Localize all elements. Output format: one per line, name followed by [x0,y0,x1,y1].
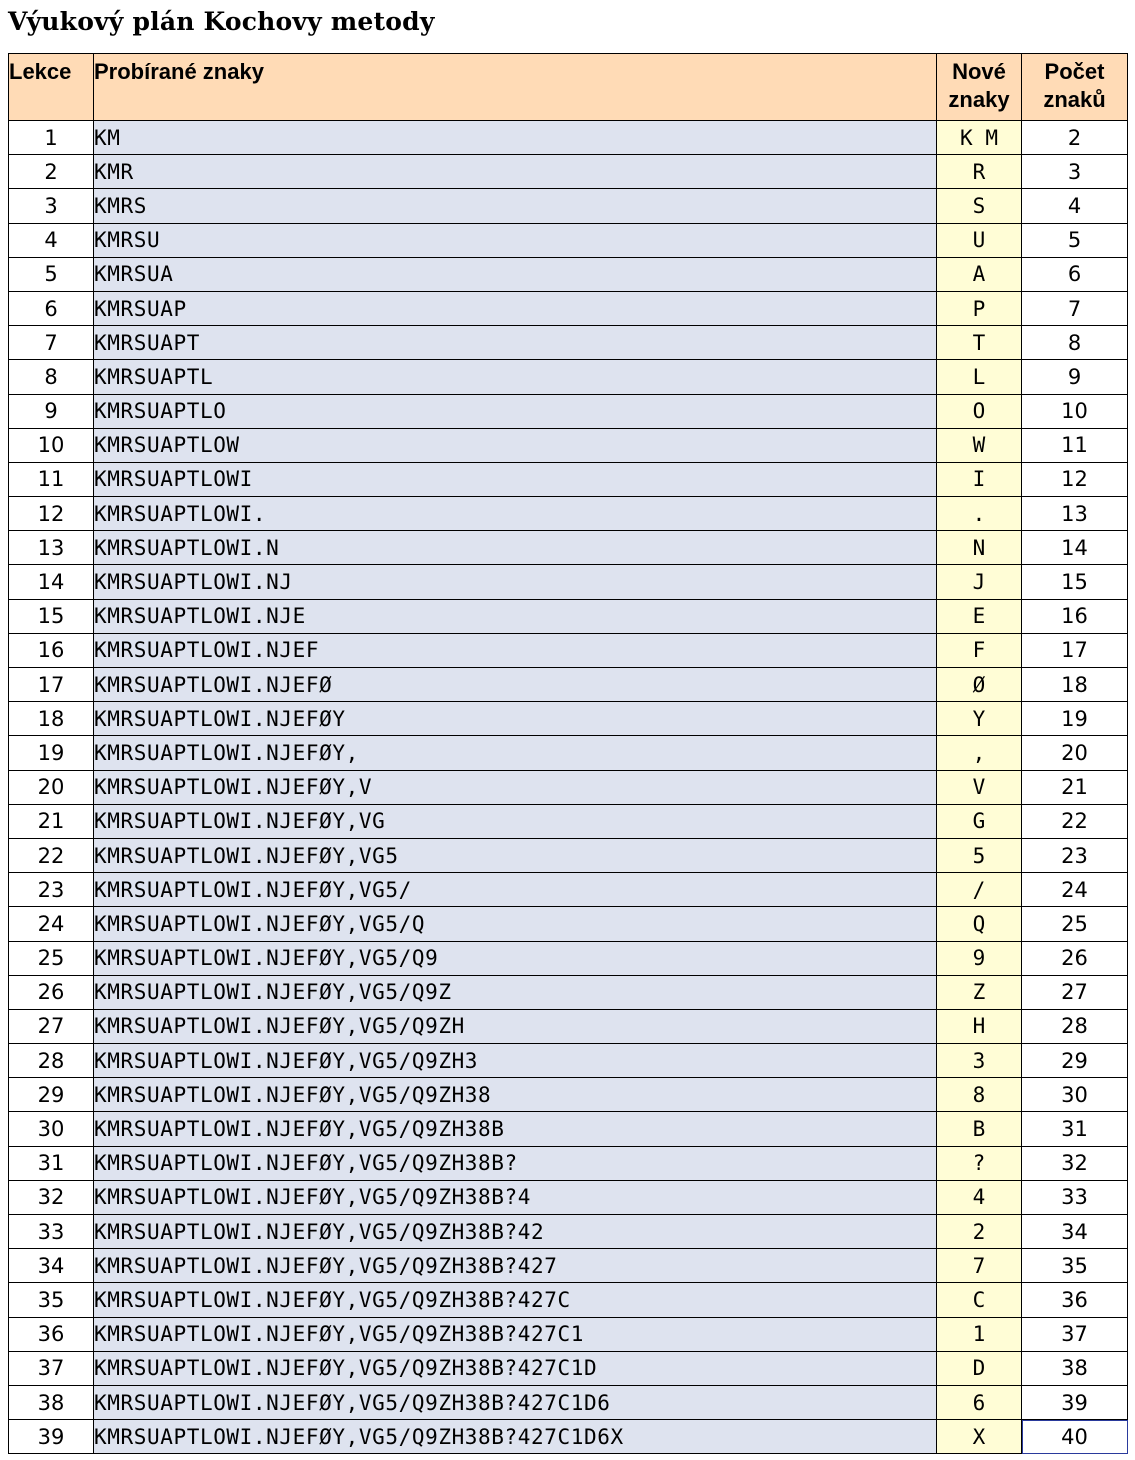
char-count-cell: 22 [1022,804,1128,838]
table-row [9,360,1128,394]
new-chars-cell: S [937,189,1022,223]
new-chars-cell: 6 [937,1385,1022,1419]
lesson-number-cell: 12 [9,497,94,531]
char-count-cell: 9 [1022,360,1128,394]
char-count-cell: 32 [1022,1146,1128,1180]
covered-chars-cell: KMRSUAPTLOWI.NJEFØY,VG5/Q9 [94,941,937,975]
new-chars-cell: J [937,565,1022,599]
char-count-cell: 11 [1022,428,1128,462]
char-count-cell: 7 [1022,291,1128,325]
covered-chars-cell: KMRSUAPTLOWI.NJEFØY,VG5 [94,838,937,872]
char-count-cell: 2 [1022,121,1128,155]
header-new-line2: znaky [948,87,1010,112]
header-count-line2: znaků [1043,87,1106,112]
lesson-number-cell: 7 [9,326,94,360]
covered-chars-cell: KMRSUAP [94,291,937,325]
table-row [9,462,1128,496]
covered-chars-cell: KMRSUAPTLOWI.NJ [94,565,937,599]
new-chars-cell: , [937,736,1022,770]
lesson-number-cell: 3 [9,189,94,223]
char-count-cell: 15 [1022,565,1128,599]
new-chars-cell: G [937,804,1022,838]
new-chars-cell: R [937,155,1022,189]
new-chars-cell: 9 [937,941,1022,975]
lesson-number-cell: 1 [9,121,94,155]
char-count-cell: 19 [1022,702,1128,736]
table-row [9,736,1128,770]
char-count-cell: 40 [1022,1420,1128,1454]
char-count-cell: 20 [1022,736,1128,770]
lesson-number-cell: 28 [9,1044,94,1078]
lesson-number-cell: 4 [9,223,94,257]
lesson-number-cell: 22 [9,838,94,872]
table-row [9,565,1128,599]
new-chars-cell: Z [937,975,1022,1009]
char-count-cell: 10 [1022,394,1128,428]
lesson-number-cell: 11 [9,462,94,496]
table-header-row [9,54,1128,121]
lesson-number-cell: 31 [9,1146,94,1180]
char-count-cell: 5 [1022,223,1128,257]
char-count-cell: 30 [1022,1078,1128,1112]
lesson-number-cell: 37 [9,1351,94,1385]
char-count-cell: 39 [1022,1385,1128,1419]
table-row [9,1385,1128,1419]
new-chars-cell: 8 [937,1078,1022,1112]
char-count-cell: 21 [1022,770,1128,804]
new-chars-cell: H [937,1009,1022,1043]
table-row [9,1215,1128,1249]
lesson-number-cell: 13 [9,531,94,565]
char-count-cell: 16 [1022,599,1128,633]
char-count-cell: 26 [1022,941,1128,975]
table-row [9,599,1128,633]
covered-chars-cell: KMRSUAPTLOWI.NJEFØY,VG [94,804,937,838]
header-count-line1: Počet [1044,59,1105,84]
table-row [9,838,1128,872]
char-count-cell: 13 [1022,497,1128,531]
new-chars-cell: 7 [937,1249,1022,1283]
lesson-number-cell: 26 [9,975,94,1009]
char-count-cell: 4 [1022,189,1128,223]
lesson-number-cell: 18 [9,702,94,736]
char-count-cell: 38 [1022,1351,1128,1385]
table-row [9,702,1128,736]
char-count-cell: 8 [1022,326,1128,360]
covered-chars-cell: KMRSUAPT [94,326,937,360]
new-chars-cell: V [937,770,1022,804]
covered-chars-cell: KMRSUAPTLOWI.NJEFØY,VG5/Q9ZH38B?4 [94,1180,937,1214]
lesson-number-cell: 33 [9,1215,94,1249]
char-count-cell: 23 [1022,838,1128,872]
lesson-number-cell: 23 [9,873,94,907]
table-row [9,497,1128,531]
lesson-number-cell: 10 [9,428,94,462]
table-row [9,873,1128,907]
covered-chars-cell: KMRS [94,189,937,223]
new-chars-cell: 3 [937,1044,1022,1078]
table-row [9,531,1128,565]
char-count-cell: 12 [1022,462,1128,496]
new-chars-cell: B [937,1112,1022,1146]
new-chars-cell: U [937,223,1022,257]
page-title: Výukový plán Kochovy metody [8,7,435,36]
char-count-cell: 14 [1022,531,1128,565]
new-chars-cell: K M [937,121,1022,155]
lesson-number-cell: 6 [9,291,94,325]
covered-chars-cell: KMRSUAPTLOWI.NJEFØY,VG5/Q9ZH38B?427 [94,1249,937,1283]
char-count-cell: 25 [1022,907,1128,941]
lesson-number-cell: 17 [9,668,94,702]
char-count-cell: 37 [1022,1317,1128,1351]
lesson-number-cell: 20 [9,770,94,804]
char-count-cell: 31 [1022,1112,1128,1146]
table-row [9,1009,1128,1043]
lesson-number-cell: 34 [9,1249,94,1283]
lesson-number-cell: 27 [9,1009,94,1043]
covered-chars-cell: KMRSUAPTLOWI.NJEFØY,VG5/Q9ZH38B?427C1 [94,1317,937,1351]
char-count-cell: 33 [1022,1180,1128,1214]
new-chars-cell: C [937,1283,1022,1317]
table-row [9,941,1128,975]
lesson-number-cell: 14 [9,565,94,599]
char-count-cell: 24 [1022,873,1128,907]
char-count-cell: 17 [1022,633,1128,667]
table-row [9,394,1128,428]
covered-chars-cell: KMRSUAPTLOWI.NJE [94,599,937,633]
table-row [9,1420,1128,1454]
covered-chars-cell: KMRSU [94,223,937,257]
new-chars-cell: F [937,633,1022,667]
covered-chars-cell: KMRSUAPTLOWI.NJEFØY,VG5/Q9ZH3 [94,1044,937,1078]
lesson-number-cell: 2 [9,155,94,189]
char-count-cell: 36 [1022,1283,1128,1317]
table-row [9,121,1128,155]
char-count-cell: 27 [1022,975,1128,1009]
covered-chars-cell: KMRSUAPTLOWI.NJEFØY,VG5/Q9ZH38B?427C1D [94,1351,937,1385]
covered-chars-cell: KMRSUAPTLOWI.NJEFØY, [94,736,937,770]
lesson-number-cell: 8 [9,360,94,394]
covered-chars-cell: KMRSUAPTLOWI.NJEFØY,VG5/Q9ZH38B?427C1D6X [94,1420,937,1454]
table-row [9,223,1128,257]
covered-chars-cell: KMRSUAPTLO [94,394,937,428]
covered-chars-cell: KMRSUAPTLOW [94,428,937,462]
lesson-number-cell: 36 [9,1317,94,1351]
lesson-plan-table [8,53,1128,1454]
covered-chars-cell: KMRSUAPTLOWI.NJEFØY,VG5/Q9ZH38 [94,1078,937,1112]
new-chars-cell: P [937,291,1022,325]
new-chars-cell: T [937,326,1022,360]
table-row [9,1317,1128,1351]
table-row [9,770,1128,804]
table-row [9,428,1128,462]
new-chars-cell: Y [937,702,1022,736]
table-row [9,1180,1128,1214]
header-new-chars [937,54,1022,121]
covered-chars-cell: KM [94,121,937,155]
table-row [9,1249,1128,1283]
lesson-number-cell: 30 [9,1112,94,1146]
header-chars: Probírané znaky [94,54,937,121]
lesson-number-cell: 35 [9,1283,94,1317]
char-count-cell: 34 [1022,1215,1128,1249]
lesson-number-cell: 19 [9,736,94,770]
lesson-number-cell: 9 [9,394,94,428]
covered-chars-cell: KMRSUAPTLOWI.NJEFØY,VG5/Q [94,907,937,941]
new-chars-cell: 1 [937,1317,1022,1351]
lesson-number-cell: 5 [9,257,94,291]
char-count-cell: 6 [1022,257,1128,291]
new-chars-cell: W [937,428,1022,462]
covered-chars-cell: KMRSUAPTLOWI.NJEFØY,VG5/ [94,873,937,907]
char-count-cell: 3 [1022,155,1128,189]
table-row [9,668,1128,702]
lesson-number-cell: 32 [9,1180,94,1214]
covered-chars-cell: KMRSUAPTL [94,360,937,394]
new-chars-cell: Ø [937,668,1022,702]
lesson-number-cell: 21 [9,804,94,838]
covered-chars-cell: KMRSUAPTLOWI.NJEFØY,VG5/Q9ZH38B? [94,1146,937,1180]
lesson-number-cell: 24 [9,907,94,941]
char-count-cell: 18 [1022,668,1128,702]
lesson-number-cell: 25 [9,941,94,975]
lesson-number-cell: 29 [9,1078,94,1112]
new-chars-cell: E [937,599,1022,633]
covered-chars-cell: KMRSUAPTLOWI.NJEFØY,VG5/Q9Z [94,975,937,1009]
new-chars-cell: 4 [937,1180,1022,1214]
covered-chars-cell: KMRSUAPTLOWI.NJEFØY,VG5/Q9ZH [94,1009,937,1043]
new-chars-cell: 2 [937,1215,1022,1249]
new-chars-cell: O [937,394,1022,428]
new-chars-cell: I [937,462,1022,496]
table-row [9,1351,1128,1385]
table-row [9,1044,1128,1078]
header-char-count [1022,54,1128,121]
covered-chars-cell: KMRSUAPTLOWI.N [94,531,937,565]
table-row [9,1283,1128,1317]
header-lesson: Lekce [9,54,94,121]
new-chars-cell: / [937,873,1022,907]
table-row [9,804,1128,838]
new-chars-cell: Q [937,907,1022,941]
table-row [9,326,1128,360]
table-row [9,975,1128,1009]
table-row [9,633,1128,667]
table-row [9,1112,1128,1146]
table-row [9,257,1128,291]
new-chars-cell: L [937,360,1022,394]
covered-chars-cell: KMRSUAPTLOWI.NJEFØY,VG5/Q9ZH38B?42 [94,1215,937,1249]
table-row [9,1078,1128,1112]
char-count-cell: 35 [1022,1249,1128,1283]
new-chars-cell: N [937,531,1022,565]
char-count-cell: 29 [1022,1044,1128,1078]
table-row [9,907,1128,941]
table-row [9,189,1128,223]
new-chars-cell: ? [937,1146,1022,1180]
lesson-number-cell: 15 [9,599,94,633]
table-row [9,1146,1128,1180]
covered-chars-cell: KMRSUAPTLOWI [94,462,937,496]
covered-chars-cell: KMRSUAPTLOWI.NJEF [94,633,937,667]
lesson-number-cell: 16 [9,633,94,667]
covered-chars-cell: KMRSUAPTLOWI.NJEFØY,VG5/Q9ZH38B [94,1112,937,1146]
covered-chars-cell: KMRSUAPTLOWI.NJEFØ [94,668,937,702]
table-row [9,291,1128,325]
covered-chars-cell: KMRSUAPTLOWI.NJEFØY,VG5/Q9ZH38B?427C [94,1283,937,1317]
covered-chars-cell: KMR [94,155,937,189]
covered-chars-cell: KMRSUAPTLOWI.NJEFØY,VG5/Q9ZH38B?427C1D6 [94,1385,937,1419]
table-row [9,155,1128,189]
covered-chars-cell: KMRSUAPTLOWI.NJEFØY [94,702,937,736]
new-chars-cell: . [937,497,1022,531]
new-chars-cell: 5 [937,838,1022,872]
covered-chars-cell: KMRSUA [94,257,937,291]
lesson-number-cell: 39 [9,1420,94,1454]
header-new-line1: Nové [952,59,1006,84]
char-count-cell: 28 [1022,1009,1128,1043]
lesson-number-cell: 38 [9,1385,94,1419]
covered-chars-cell: KMRSUAPTLOWI.NJEFØY,V [94,770,937,804]
new-chars-cell: D [937,1351,1022,1385]
new-chars-cell: X [937,1420,1022,1454]
new-chars-cell: A [937,257,1022,291]
covered-chars-cell: KMRSUAPTLOWI. [94,497,937,531]
